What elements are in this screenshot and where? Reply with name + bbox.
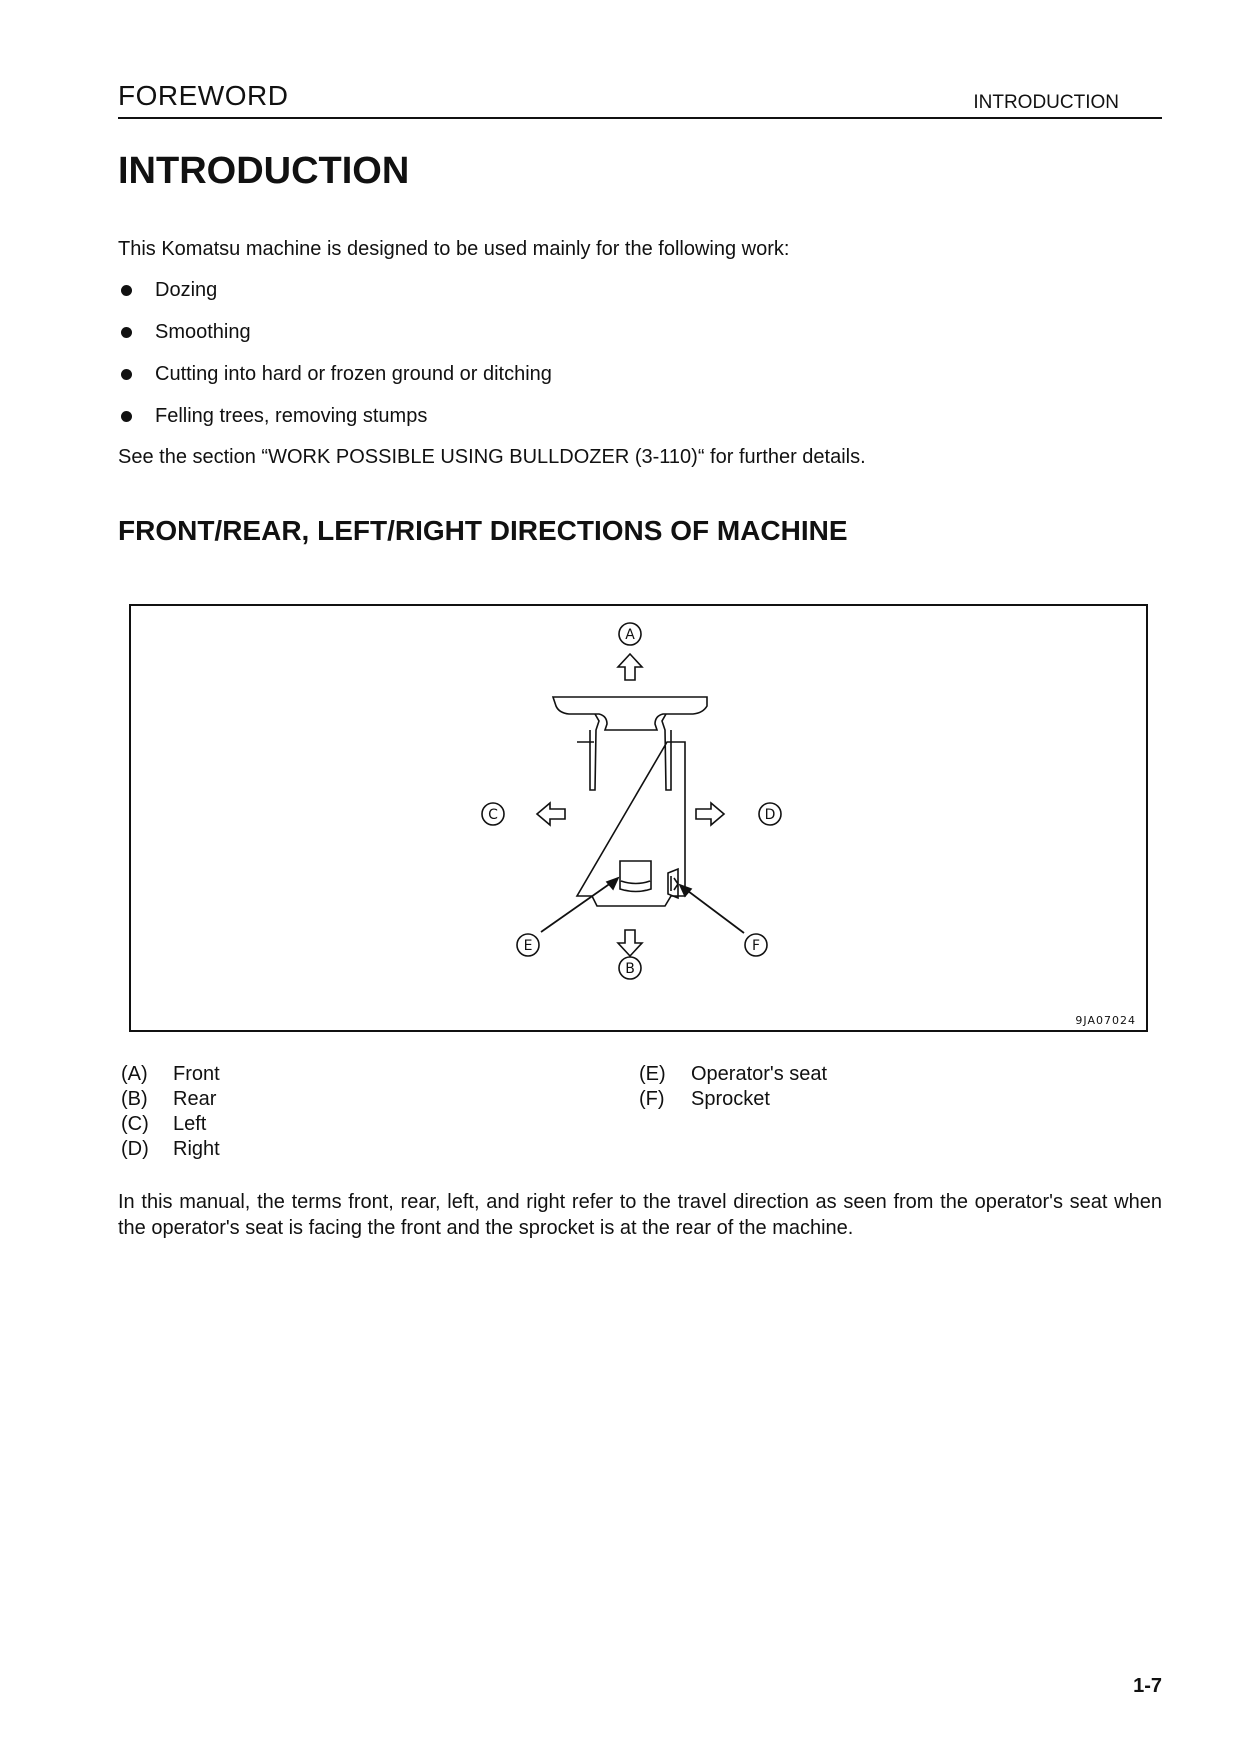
svg-text:E: E — [523, 938, 533, 954]
bullet-icon — [121, 369, 132, 380]
page-number: 1-7 — [1133, 1675, 1162, 1697]
svg-text:F: F — [751, 938, 761, 954]
sprocket-shape — [668, 869, 678, 898]
callout-f — [745, 934, 767, 956]
bullet-icon — [121, 327, 132, 338]
list-item: Cutting into hard or frozen ground or ditching — [118, 360, 552, 402]
list-item: Felling trees, removing stumps — [118, 402, 552, 444]
push-arm-left — [590, 714, 599, 790]
operator-seat-shape — [620, 861, 651, 892]
header-section: FOREWORD — [118, 80, 289, 111]
svg-text:D: D — [764, 807, 776, 823]
closing-paragraph: In this manual, the terms front, rear, left, and right refer to the travel direction as seen from the operator's seat when the operator's seat is facing the front and the sprocket is at the rear of the machine. — [118, 1191, 1162, 1239]
callout-d — [759, 803, 781, 825]
page-title: INTRODUCTION — [118, 150, 410, 192]
list-item: Dozing — [118, 276, 552, 318]
figure-id: 9JA07024 — [1075, 1014, 1136, 1027]
seat-leader-arrow — [607, 878, 618, 889]
callout-a — [619, 623, 641, 645]
machine-top-view-illustration — [131, 606, 1150, 1034]
intro-paragraph: This Komatsu machine is designed to be used mainly for the following work: — [118, 238, 790, 260]
callout-c — [482, 803, 504, 825]
list-item: Smoothing — [118, 318, 552, 360]
bullet-icon — [121, 285, 132, 296]
sprocket-leader-line — [680, 885, 744, 933]
work-list — [118, 276, 552, 444]
front-arrow-icon — [618, 654, 642, 680]
blade-outline — [553, 697, 707, 730]
callout-b — [619, 957, 641, 979]
directions-heading: FRONT/REAR, LEFT/RIGHT DIRECTIONS OF MACHINE — [118, 515, 848, 546]
left-arrow-icon — [537, 803, 565, 825]
direction-diagram — [129, 604, 1148, 1032]
seat-leader-line — [541, 878, 618, 932]
header-divider — [118, 117, 1162, 119]
svg-text:C: C — [488, 807, 498, 823]
callout-e — [517, 934, 539, 956]
right-arrow-icon — [696, 803, 724, 825]
svg-text:A: A — [625, 627, 635, 643]
svg-text:B: B — [625, 961, 635, 977]
see-section-note: See the section “WORK POSSIBLE USING BULLDOZER (3-110)“ for further details. — [118, 446, 866, 468]
rear-arrow-icon — [618, 930, 642, 956]
sprocket-leader-arrow — [680, 885, 691, 896]
bullet-icon — [121, 411, 132, 422]
push-arm-right — [662, 714, 671, 790]
header-chapter: INTRODUCTION — [973, 92, 1119, 113]
